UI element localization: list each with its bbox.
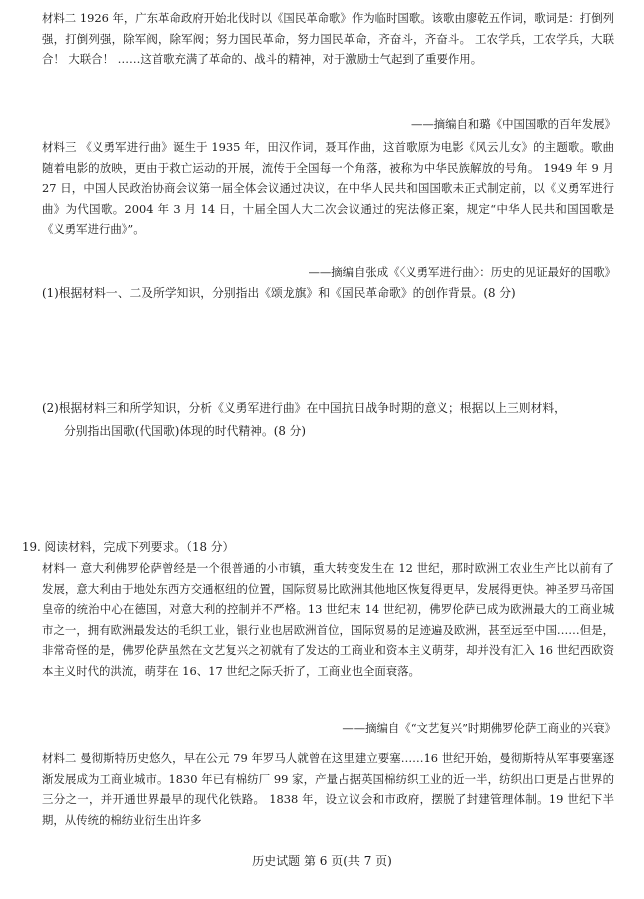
question-2	[42, 397, 617, 443]
material-2-source: ——摘编自和璐《中国国歌的百年发展》	[410, 117, 616, 131]
question-1: (1)根据材料一、二及所学知识，分别指出《颂龙旗》和《国民革命歌》的创作背景。(8 分)	[42, 286, 516, 300]
question-19-heading: 19. 阅读材料，完成下列要求。（18 分）	[22, 540, 235, 554]
page-footer: 历史试题 第 6 页(共 7 页)	[252, 854, 392, 868]
question-2-line-1: (2)根据材料三和所学知识，分析《义勇军进行曲》在中国抗日战争时期的意义；根据以上三则材料，	[42, 401, 566, 415]
material-3-source: ——摘编自张成《〈义勇军进行曲〉：历史的见证最好的国歌》	[308, 265, 616, 279]
material-2-text: 材料二 1926 年，广东革命政府开始北伐时以《国民革命歌》作为临时国歌。该歌由廖乾五作词，歌词是：打倒列强，打倒列强，除军阀，除军阀；努力国民革命，努力国民革命，齐奋斗，齐奋斗。 工农学兵，工农学兵，大联合！ 大联合！ ……这首歌充满了革命的、战斗的精神，对于激励士气起到了重要作用。	[42, 11, 614, 67]
q19-material-1-text: 材料一 意大利佛罗伦萨曾经是一个很普通的小市镇，重大转变发生在 12 世纪，那时欧洲工农业生产比以前有了发展，意大利由于地处东西方交通枢纽的位置，国际贸易比欧洲其他地区恢复得更早，发展得更快。神圣罗马帝国皇帝的统治中心在德国，对意大利的控制并不严格。13 世纪末 14 世纪初，佛罗伦萨已成为欧洲最大的工商业城市之一，拥有欧洲最发达的毛织工业，银行业也居欧洲首位，国际贸易的足迹遍及欧洲，甚至远至中国……但是，非常奇怪的是，佛罗伦萨虽然在文艺复兴之初就有了发达的工商业和资本主义萌芽，却并没有汇入 16 世纪西欧资本主义时代的洪流，萌芽在 16、17 世纪之际夭折了，工商业也全面衰落。	[42, 561, 614, 678]
q19-material-1-source: ——摘编自《“文艺复兴”时期佛罗伦萨工商业的兴衰》	[342, 721, 616, 735]
q19-material-2-text: 材料二 曼彻斯特历史悠久，早在公元 79 年罗马人就曾在这里建立要塞……16 世纪开始，曼彻斯特从军事要塞逐渐发展成为工商业城市。1830 年已有棉纺厂 99 家，产量占据英国棉纺织工业的近一半，纺织出口更是占世界的三分之一，并开通世界最早的现代化铁路。 1838 年，设立议会和市政府，摆脱了封建管理体制。19 世纪下半期，从传统的棉纺业衍生出许多	[42, 751, 614, 827]
material-3-text: 材料三 《义勇军进行曲》诞生于 1935 年，田汉作词，聂耳作曲，这首歌原为电影《风云儿女》的主题歌。歌曲随着电影的放映，更由于救亡运动的开展，流传于全国每一个角落，被称为中华民族解放的号角。 1949 年 9 月 27 日，中国人民政治协商会议第一届全体会议通过决议，在中华人民共和国国歌未正式制定前，以《义勇军进行曲》为代国歌。2004 年 3 月 14 日，十届全国人大二次会议通过的宪法修正案，规定“中华人民共和国国歌是《义勇军进行曲》”。	[42, 140, 614, 237]
question-2-line-2: 分别指出国歌(代国歌)体现的时代精神。(8 分)	[64, 424, 307, 438]
